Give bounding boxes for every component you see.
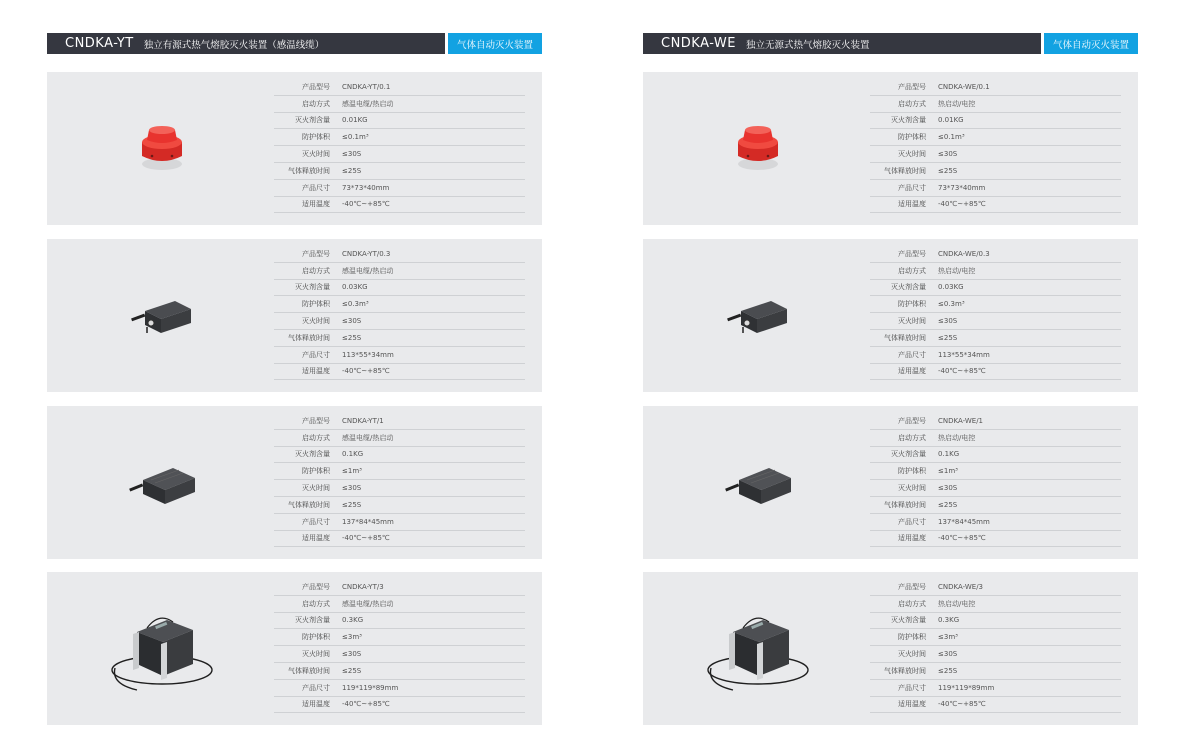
spec-value: -40℃~+85℃ xyxy=(938,534,986,543)
large-unit-icon xyxy=(107,594,217,704)
spec-label: 启动方式 xyxy=(898,433,926,442)
spec-value: 113*55*34mm xyxy=(938,350,990,359)
spec-label: 产品型号 xyxy=(302,582,330,591)
spec-value: ≤25S xyxy=(938,166,958,175)
spec-row xyxy=(274,313,525,330)
spec-row xyxy=(274,629,525,646)
spec-label: 产品尺寸 xyxy=(302,683,330,692)
spec-value: 137*84*45mm xyxy=(342,517,394,526)
spec-row xyxy=(274,96,525,113)
spec-row xyxy=(870,663,1121,680)
spec-label: 产品尺寸 xyxy=(898,183,926,192)
spec-row xyxy=(274,113,525,130)
spec-row xyxy=(274,680,525,697)
spec-value: 感温电缆/热启动 xyxy=(342,433,394,442)
spec-label: 气体释放时间 xyxy=(884,333,926,342)
spec-value: ≤25S xyxy=(938,500,958,509)
spec-value: 热启动/电控 xyxy=(938,266,976,275)
spec-row xyxy=(274,447,525,464)
spec-table xyxy=(274,79,525,213)
spec-label: 产品型号 xyxy=(302,82,330,91)
spec-table xyxy=(870,413,1121,547)
spec-value: 0.01KG xyxy=(342,116,368,125)
spec-label: 启动方式 xyxy=(898,266,926,275)
spec-row xyxy=(274,463,525,480)
spec-label: 气体释放时间 xyxy=(884,666,926,675)
spec-value: 0.03KG xyxy=(938,283,964,292)
spec-label: 产品尺寸 xyxy=(302,517,330,526)
spec-value: CNDKA-WE/0.3 xyxy=(938,249,990,258)
spec-value: ≤25S xyxy=(938,333,958,342)
spec-row xyxy=(870,96,1121,113)
spec-value: 热启动/电控 xyxy=(938,599,976,608)
spec-row xyxy=(870,613,1121,630)
small-box-icon xyxy=(107,261,217,371)
spec-label: 适用温度 xyxy=(898,367,926,376)
spec-value: ≤30S xyxy=(342,150,362,159)
spec-label: 防护体积 xyxy=(898,133,926,142)
spec-table xyxy=(870,79,1121,213)
spec-row xyxy=(870,629,1121,646)
spec-value: ≤3m³ xyxy=(342,633,362,642)
spec-label: 灭火剂含量 xyxy=(295,116,330,125)
product-card xyxy=(643,72,1138,225)
spec-row xyxy=(274,646,525,663)
product-column-we xyxy=(643,33,1138,709)
spec-table xyxy=(274,579,525,713)
medium-box-icon xyxy=(107,428,217,538)
red-puck-icon xyxy=(703,94,813,204)
spec-value: 73*73*40mm xyxy=(342,183,390,192)
spec-value: ≤1m³ xyxy=(938,467,958,476)
column-header xyxy=(47,33,542,54)
spec-value: CNDKA-YT/0.1 xyxy=(342,82,391,91)
spec-value: ≤25S xyxy=(342,333,362,342)
spec-label: 灭火剂含量 xyxy=(891,616,926,625)
spec-label: 适用温度 xyxy=(302,700,330,709)
spec-value: ≤25S xyxy=(342,166,362,175)
spec-value: ≤0.3m³ xyxy=(938,300,965,309)
spec-value: -40℃~+85℃ xyxy=(342,200,390,209)
spec-row xyxy=(274,497,525,514)
spec-row xyxy=(274,197,525,214)
product-card xyxy=(643,572,1138,725)
spec-label: 防护体积 xyxy=(898,467,926,476)
spec-label: 灭火时间 xyxy=(898,650,926,659)
product-column-yt xyxy=(47,33,542,709)
spec-label: 防护体积 xyxy=(302,467,330,476)
spec-value: ≤0.1m³ xyxy=(342,133,369,142)
spec-row xyxy=(274,79,525,96)
spec-value: ≤30S xyxy=(938,650,958,659)
spec-label: 灭火剂含量 xyxy=(295,450,330,459)
spec-value: ≤25S xyxy=(938,666,958,675)
spec-row xyxy=(870,347,1121,364)
spec-value: CNDKA-YT/0.3 xyxy=(342,249,391,258)
spec-label: 灭火剂含量 xyxy=(295,616,330,625)
spec-value: ≤25S xyxy=(342,666,362,675)
spec-value: ≤30S xyxy=(342,484,362,493)
spec-row xyxy=(870,180,1121,197)
spec-row xyxy=(870,697,1121,714)
spec-label: 灭火时间 xyxy=(302,650,330,659)
spec-value: 119*119*89mm xyxy=(938,683,995,692)
spec-label: 灭火时间 xyxy=(302,317,330,326)
spec-label: 产品型号 xyxy=(302,249,330,258)
spec-label: 灭火时间 xyxy=(898,484,926,493)
spec-label: 产品尺寸 xyxy=(898,350,926,359)
spec-label: 灭火时间 xyxy=(898,150,926,159)
spec-label: 产品尺寸 xyxy=(898,683,926,692)
spec-label: 产品型号 xyxy=(898,582,926,591)
large-unit-icon xyxy=(703,594,813,704)
red-puck-icon xyxy=(107,94,217,204)
spec-label: 启动方式 xyxy=(302,99,330,108)
spec-table xyxy=(870,246,1121,380)
spec-row xyxy=(274,129,525,146)
spec-label: 气体释放时间 xyxy=(288,666,330,675)
spec-row xyxy=(870,463,1121,480)
spec-row xyxy=(870,330,1121,347)
spec-label: 防护体积 xyxy=(898,633,926,642)
product-card xyxy=(47,406,542,559)
spec-value: 感温电缆/热启动 xyxy=(342,266,394,275)
spec-value: 0.01KG xyxy=(938,116,964,125)
spec-value: 73*73*40mm xyxy=(938,183,986,192)
spec-row xyxy=(274,180,525,197)
spec-label: 适用温度 xyxy=(302,200,330,209)
spec-row xyxy=(870,579,1121,596)
spec-value: 0.03KG xyxy=(342,283,368,292)
spec-label: 灭火剂含量 xyxy=(295,283,330,292)
spec-label: 产品型号 xyxy=(898,249,926,258)
spec-row xyxy=(870,163,1121,180)
spec-row xyxy=(274,347,525,364)
spec-value: 热启动/电控 xyxy=(938,433,976,442)
spec-row xyxy=(870,280,1121,297)
spec-value: -40℃~+85℃ xyxy=(938,700,986,709)
spec-row xyxy=(870,680,1121,697)
spec-row xyxy=(870,480,1121,497)
spec-value: 113*55*34mm xyxy=(342,350,394,359)
spec-value: CNDKA-WE/3 xyxy=(938,582,984,591)
spec-table xyxy=(274,246,525,380)
spec-label: 产品尺寸 xyxy=(898,517,926,526)
spec-row xyxy=(870,146,1121,163)
spec-label: 灭火剂含量 xyxy=(891,116,926,125)
spec-value: 0.1KG xyxy=(938,450,960,459)
spec-value: 0.3KG xyxy=(342,616,364,625)
spec-row xyxy=(870,263,1121,280)
spec-value: -40℃~+85℃ xyxy=(342,700,390,709)
spec-row xyxy=(870,296,1121,313)
product-card xyxy=(47,572,542,725)
header-category-badge: 气体自动灭火装置 xyxy=(448,33,542,54)
spec-value: 感温电缆/热启动 xyxy=(342,599,394,608)
header-description: 独立有源式热气熔胶灭火装置（感温线缆） xyxy=(143,39,325,51)
header-title-bar xyxy=(643,33,1041,54)
spec-row xyxy=(274,280,525,297)
spec-row xyxy=(274,246,525,263)
spec-label: 产品尺寸 xyxy=(302,350,330,359)
spec-value: CNDKA-YT/1 xyxy=(342,416,384,425)
spec-row xyxy=(870,197,1121,214)
spec-label: 气体释放时间 xyxy=(288,500,330,509)
spec-value: 119*119*89mm xyxy=(342,683,399,692)
spec-value: 0.3KG xyxy=(938,616,960,625)
spec-row xyxy=(274,263,525,280)
spec-label: 适用温度 xyxy=(898,200,926,209)
spec-row xyxy=(274,514,525,531)
spec-value: 0.1KG xyxy=(342,450,364,459)
spec-label: 启动方式 xyxy=(302,266,330,275)
spec-label: 灭火剂含量 xyxy=(891,283,926,292)
spec-value: -40℃~+85℃ xyxy=(938,367,986,376)
spec-row xyxy=(870,497,1121,514)
spec-row xyxy=(274,364,525,381)
spec-row xyxy=(870,129,1121,146)
spec-label: 防护体积 xyxy=(898,300,926,309)
header-model: CNDKA-WE xyxy=(661,36,736,51)
spec-value: -40℃~+85℃ xyxy=(938,200,986,209)
spec-label: 防护体积 xyxy=(302,300,330,309)
spec-row xyxy=(870,413,1121,430)
spec-label: 产品型号 xyxy=(302,416,330,425)
spec-row xyxy=(274,531,525,548)
spec-row xyxy=(274,613,525,630)
spec-row xyxy=(870,246,1121,263)
spec-label: 启动方式 xyxy=(302,433,330,442)
spec-label: 气体释放时间 xyxy=(884,500,926,509)
spec-row xyxy=(870,646,1121,663)
spec-row xyxy=(870,447,1121,464)
spec-row xyxy=(870,364,1121,381)
spec-table xyxy=(870,579,1121,713)
spec-label: 启动方式 xyxy=(898,599,926,608)
spec-value: 137*84*45mm xyxy=(938,517,990,526)
header-description: 独立无源式热气熔胶灭火装置 xyxy=(745,39,870,51)
spec-value: ≤25S xyxy=(342,500,362,509)
spec-row xyxy=(870,514,1121,531)
spec-value: CNDKA-YT/3 xyxy=(342,582,384,591)
spec-label: 气体释放时间 xyxy=(288,333,330,342)
product-card xyxy=(47,72,542,225)
spec-label: 灭火时间 xyxy=(302,150,330,159)
spec-label: 产品型号 xyxy=(898,416,926,425)
small-box-icon xyxy=(703,261,813,371)
spec-value: -40℃~+85℃ xyxy=(342,534,390,543)
spec-row xyxy=(870,430,1121,447)
spec-label: 启动方式 xyxy=(898,99,926,108)
spec-label: 灭火时间 xyxy=(302,484,330,493)
header-title-bar xyxy=(47,33,445,54)
spec-value: ≤30S xyxy=(938,317,958,326)
spec-value: ≤0.3m³ xyxy=(342,300,369,309)
spec-row xyxy=(870,596,1121,613)
spec-value: ≤0.1m³ xyxy=(938,133,965,142)
spec-label: 防护体积 xyxy=(302,133,330,142)
product-card xyxy=(643,406,1138,559)
column-header xyxy=(643,33,1138,54)
spec-label: 启动方式 xyxy=(302,599,330,608)
spec-row xyxy=(274,296,525,313)
spec-label: 适用温度 xyxy=(898,534,926,543)
spec-row xyxy=(274,430,525,447)
spec-row xyxy=(870,313,1121,330)
spec-table xyxy=(274,413,525,547)
spec-value: ≤1m³ xyxy=(342,467,362,476)
spec-label: 适用温度 xyxy=(302,534,330,543)
product-card xyxy=(47,239,542,392)
spec-row xyxy=(274,596,525,613)
spec-value: ≤30S xyxy=(938,484,958,493)
spec-value: ≤30S xyxy=(342,317,362,326)
spec-value: ≤3m³ xyxy=(938,633,958,642)
spec-label: 气体释放时间 xyxy=(884,166,926,175)
spec-row xyxy=(274,697,525,714)
spec-row xyxy=(274,146,525,163)
spec-row xyxy=(274,413,525,430)
spec-value: -40℃~+85℃ xyxy=(342,367,390,376)
spec-row xyxy=(274,579,525,596)
spec-row xyxy=(870,531,1121,548)
spec-value: ≤30S xyxy=(938,150,958,159)
spec-value: 感温电缆/热启动 xyxy=(342,99,394,108)
spec-row xyxy=(870,113,1121,130)
spec-row xyxy=(274,480,525,497)
spec-value: 热启动/电控 xyxy=(938,99,976,108)
spec-label: 灭火时间 xyxy=(898,317,926,326)
spec-label: 防护体积 xyxy=(302,633,330,642)
spec-row xyxy=(274,663,525,680)
spec-label: 产品型号 xyxy=(898,82,926,91)
spec-label: 适用温度 xyxy=(302,367,330,376)
header-model: CNDKA-YT xyxy=(65,36,134,51)
product-card xyxy=(643,239,1138,392)
spec-value: CNDKA-WE/1 xyxy=(938,416,984,425)
spec-value: CNDKA-WE/0.1 xyxy=(938,82,990,91)
spec-label: 气体释放时间 xyxy=(288,166,330,175)
spec-value: ≤30S xyxy=(342,650,362,659)
medium-box-icon xyxy=(703,428,813,538)
spec-label: 产品尺寸 xyxy=(302,183,330,192)
spec-row xyxy=(870,79,1121,96)
spec-label: 灭火剂含量 xyxy=(891,450,926,459)
spec-label: 适用温度 xyxy=(898,700,926,709)
spec-row xyxy=(274,330,525,347)
spec-row xyxy=(274,163,525,180)
header-category-badge: 气体自动灭火装置 xyxy=(1044,33,1138,54)
